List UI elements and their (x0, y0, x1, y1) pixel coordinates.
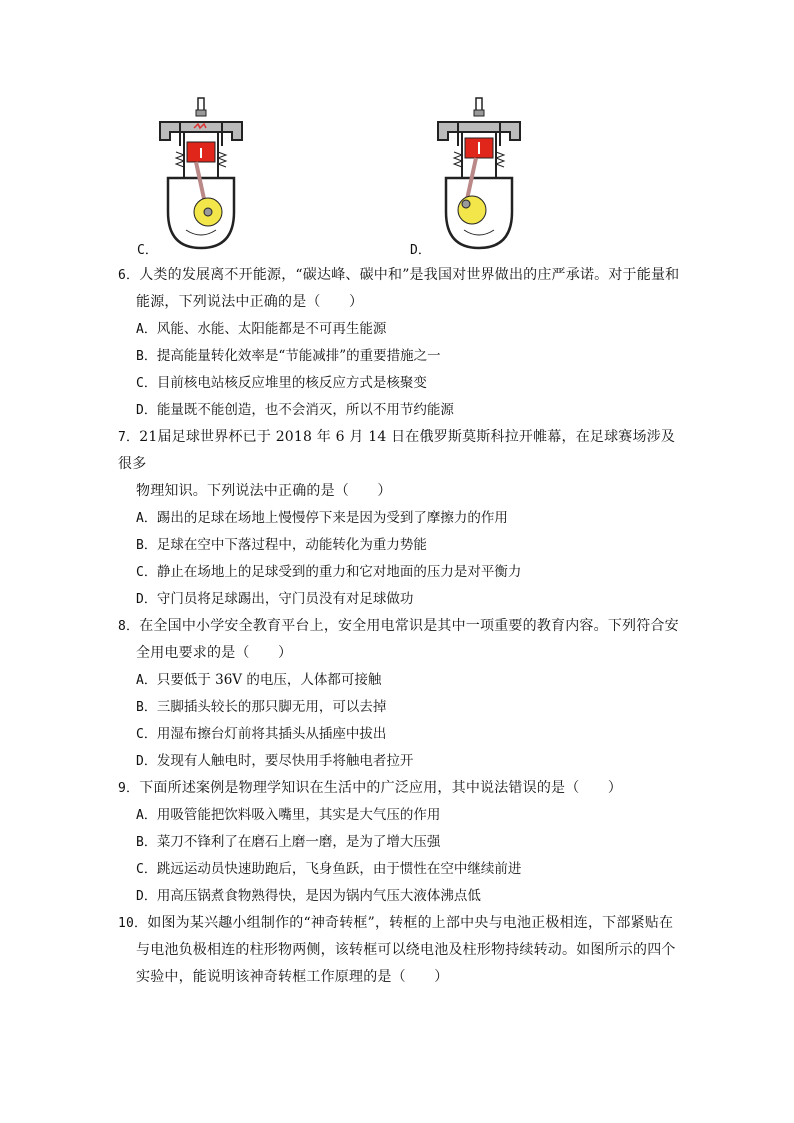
question-text: 全用电要求的是（ ） (136, 645, 293, 661)
question-text: 实验中，能说明该神奇转框工作原理的是（ ） (136, 969, 449, 985)
spark-plug-base (196, 110, 206, 116)
question-10 (118, 910, 683, 991)
engine-diagram-d (434, 92, 524, 252)
question-number: 7． (118, 430, 140, 445)
question-text: 下面所述案例是物理学知识在生活中的广泛应用，其中说法错误的是（ ） (139, 780, 623, 796)
option-c: C．目前核电站核反应堆里的核反应方式是核聚变 (136, 375, 427, 391)
option-b: B．三脚插头较长的那只脚无用，可以去掉 (136, 699, 387, 715)
option-a: A．风能、水能、太阳能都是不可再生能源 (136, 321, 387, 337)
option-b: B．提高能量转化效率是“节能减排”的重要措施之一 (136, 348, 441, 364)
question-text: 21届足球世界杯已于 2018 年 6 月 14 日在俄罗斯莫斯科拉开帷幕，在足球赛场涉及很多 (118, 429, 676, 472)
crank-pin (204, 208, 212, 216)
engine-diagram-c (156, 92, 246, 252)
option-d: D．能量既不能创造，也不会消灭，所以不用节约能源 (136, 402, 454, 418)
crank-pin (462, 200, 470, 208)
question-text: 如图为某兴趣小组制作的“神奇转框”，转框的上部中央与电池正极相连，下部紧贴在 (147, 915, 674, 931)
question-number: 10． (118, 916, 148, 931)
question-6 (118, 262, 683, 424)
question-text: 物理知识。下列说法中正确的是（ ） (136, 483, 392, 499)
option-d: D．发现有人触电时，要尽快用手将触电者拉开 (136, 753, 414, 769)
valve-spring-left (176, 152, 184, 167)
question-7 (118, 424, 683, 613)
question-text: 能源，下列说法中正确的是（ ） (136, 294, 364, 310)
question-number: 6． (118, 268, 140, 283)
figure-c-label: C． (137, 243, 158, 258)
spark-plug-base (474, 110, 484, 116)
question-text: 人类的发展离不开能源，“碳达峰、碳中和”是我国对世界做出的庄严承诺。对于能量和 (139, 267, 680, 283)
question-number: 8． (118, 619, 140, 634)
question-8 (118, 613, 683, 775)
question-list (118, 262, 683, 991)
option-d: D．守门员将足球踢出，守门员没有对足球做功 (136, 591, 414, 607)
question-9 (118, 775, 683, 910)
valve-spring-left (454, 152, 462, 167)
option-c: C．跳远运动员快速助跑后，飞身鱼跃，由于惯性在空中继续前进 (136, 861, 522, 877)
figure-d-label: D． (410, 243, 431, 258)
valve-spring-right (218, 152, 226, 167)
option-b: B．菜刀不锋利了在磨石上磨一磨，是为了增大压强 (136, 834, 441, 850)
question-number: 9． (118, 781, 140, 796)
engine-d-svg (434, 92, 524, 252)
option-c: C．用湿布擦台灯前将其插头从插座中拔出 (136, 726, 387, 742)
option-b: B．足球在空中下落过程中，动能转化为重力势能 (136, 537, 427, 553)
valve-spring-right (496, 152, 504, 167)
option-a: A．踢出的足球在场地上慢慢停下来是因为受到了摩擦力的作用 (136, 510, 508, 526)
engine-figures (0, 92, 794, 258)
crankshaft (458, 196, 486, 224)
option-a: A．用吸管能把饮料吸入嘴里，其实是大气压的作用 (136, 807, 441, 823)
option-a: A．只要低于 36V 的电压，人体都可接触 (136, 672, 382, 688)
engine-c-svg (156, 92, 246, 252)
option-d: D．用高压锅煮食物熟得快，是因为锅内气压大液体沸点低 (136, 888, 481, 904)
option-c: C．静止在场地上的足球受到的重力和它对地面的压力是对平衡力 (136, 564, 522, 580)
question-text: 与电池负极相连的柱形物两侧，该转框可以绕电池及柱形物持续转动。如图所示的四个 (136, 942, 676, 958)
question-text: 在全国中小学安全教育平台上，安全用电常识是其中一项重要的教育内容。下列符合安 (139, 618, 679, 634)
